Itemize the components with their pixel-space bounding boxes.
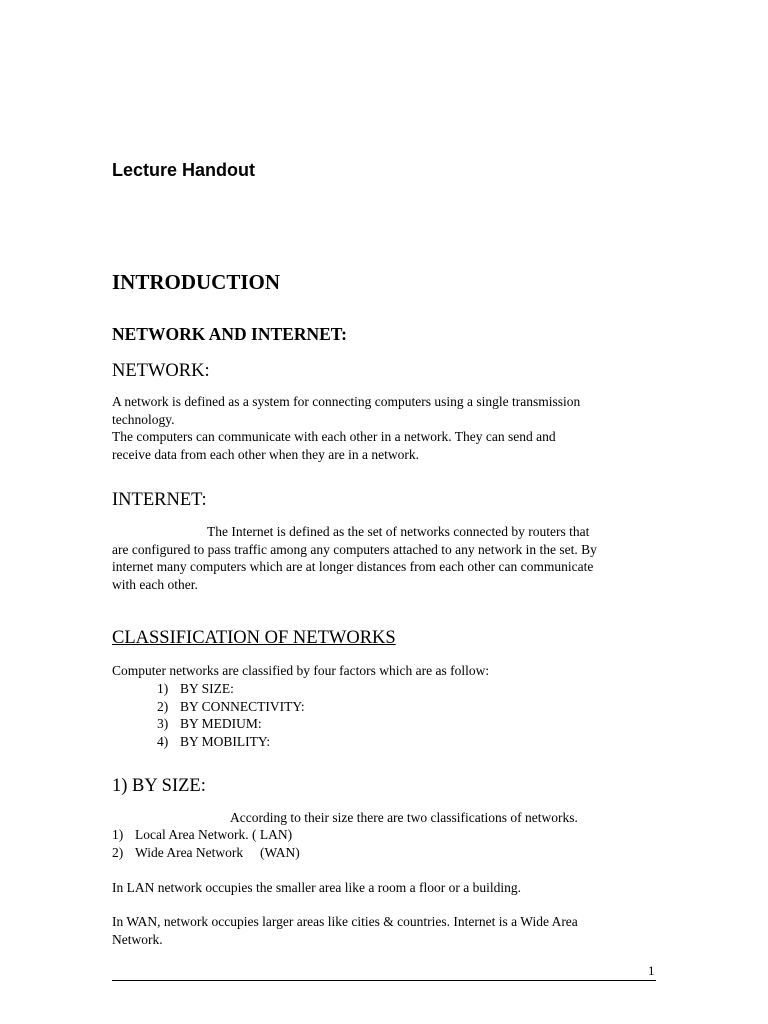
internet-heading: INTERNET: <box>112 490 207 510</box>
list-item: 3) BY MEDIUM: <box>157 716 262 731</box>
network-paragraph <box>112 393 580 463</box>
introduction-heading: INTRODUCTION <box>112 270 281 294</box>
handout-title: Lecture Handout <box>112 160 256 180</box>
lan-description: In LAN network occupies the smaller area like a room a floor or a building. <box>112 880 521 895</box>
page-number: 1 <box>648 963 655 978</box>
network-line: A network is defined as a system for connecting computers using a single transmission <box>112 394 581 409</box>
classification-heading: CLASSIFICATION OF NETWORKS <box>112 628 396 648</box>
list-item: 1) BY SIZE: <box>157 681 234 696</box>
classification-intro: Computer networks are classified by four factors which are as follow: <box>112 663 490 678</box>
internet-paragraph <box>112 523 597 593</box>
network-heading: NETWORK: <box>112 361 210 381</box>
internet-line: with each other. <box>112 576 198 592</box>
list-item: 1) Local Area Network. ( LAN) <box>112 827 293 842</box>
classification-list <box>157 680 305 750</box>
list-item: 2) BY CONNECTIVITY: <box>157 698 305 714</box>
network-and-internet-heading: NETWORK AND INTERNET: <box>112 324 347 344</box>
network-line: The computers can communicate with each other in a network. They can send and <box>112 429 556 444</box>
network-line: receive data from each other when they are in a network. <box>112 446 419 462</box>
by-size-intro: According to their size there are two classifications of networks. <box>230 810 578 825</box>
by-size-heading: 1) BY SIZE: <box>112 776 206 796</box>
by-size-list <box>112 826 300 861</box>
internet-line: are configured to pass traffic among any computers attached to any network in the set. By <box>112 541 597 557</box>
wan-line: Network. <box>112 931 163 947</box>
list-item: 4) BY MOBILITY: <box>157 733 271 749</box>
list-item: 2) Wide Area Network (WAN) <box>112 844 300 860</box>
internet-line: The Internet is defined as the set of networks connected by routers that <box>207 524 590 539</box>
network-line: technology. <box>112 411 175 427</box>
internet-line: internet many computers which are at longer distances from each other can communicate <box>112 559 594 574</box>
footer-divider <box>112 980 656 981</box>
wan-description <box>112 913 578 948</box>
wan-line: In WAN, network occupies larger areas like cities & countries. Internet is a Wide Area <box>112 914 578 929</box>
